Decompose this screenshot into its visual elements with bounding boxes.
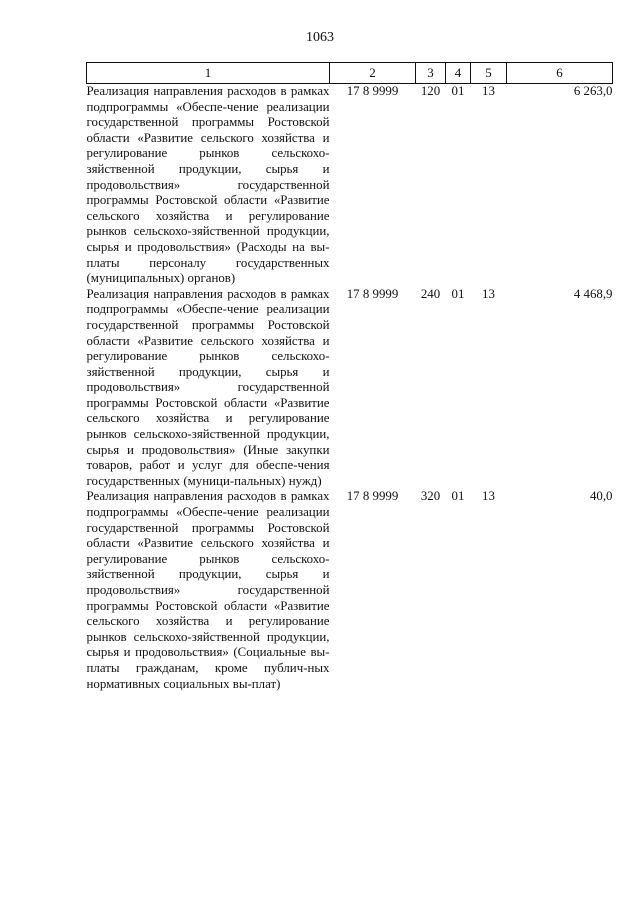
row-description: Реализация направления расходов в рамках подпрограммы «Обеспе-чение реализации государственной программы Ростовской области «Развитие сельского хозяйства и регулирование рынков сельскохо-зяйственной продукции, сырья и продовольствия» государственной программы Ростовской области «Развитие сельского хозяйства и регулирование рынков сельскохо-зяйственной продукции, сырья и продовольствия» (Иные закупки товаров, работ и услуг для обеспе-чения государственных (муници-пальных) нужд)	[86, 286, 330, 488]
header-col-3: 3	[416, 63, 446, 84]
row-section: 01	[451, 84, 465, 98]
table-row	[87, 287, 613, 490]
header-col-5: 5	[471, 63, 507, 84]
row-target-article: 17 8 9999	[346, 286, 399, 301]
row-amount: 40,0	[589, 489, 613, 504]
table-row	[87, 84, 613, 287]
header-col-1: 1	[87, 63, 330, 84]
row-target-article: 17 8 9999	[346, 84, 399, 98]
row-subsection: 13	[482, 84, 495, 98]
row-target-article: 17 8 9999	[346, 489, 399, 504]
row-expense-type: 240	[420, 286, 441, 301]
row-description: Реализация направления расходов в рамках подпрограммы «Обеспе-чение реализации государственной программы Ростовской области «Развитие сельского хозяйства и регулирование рынков сельскохо-зяйственной продукции, сырья и продовольствия» государственной программы Ростовской области «Развитие сельского хозяйства и регулирование рынков сельскохо-зяйственной продукции, сырья и продовольствия» (Расходы на вы-платы персоналу государственных (муниципальных) органов)	[86, 84, 330, 286]
row-amount: 4 468,9	[573, 286, 613, 301]
row-section: 01	[451, 489, 465, 504]
table-header-row	[87, 63, 613, 84]
header-col-6: 6	[507, 63, 613, 84]
table-row	[87, 489, 613, 692]
budget-table	[86, 62, 613, 692]
row-description: Реализация направления расходов в рамках подпрограммы «Обеспе-чение реализации государственной программы Ростовской области «Развитие сельского хозяйства и регулирование рынков сельскохо-зяйственной продукции, сырья и продовольствия» государственной программы Ростовской области «Развитие сельского хозяйства и регулирование рынков сельскохо-зяйственной продукции, сырья и продовольствия» (Социальные вы-платы гражданам, кроме публич-ных нормативных социальных вы-плат)	[86, 489, 330, 691]
row-subsection: 13	[482, 489, 495, 504]
row-section: 01	[451, 286, 465, 301]
header-col-4: 4	[446, 63, 471, 84]
row-subsection: 13	[482, 286, 495, 301]
row-expense-type: 120	[420, 84, 441, 98]
header-col-2: 2	[330, 63, 416, 84]
row-amount: 6 263,0	[573, 84, 613, 98]
row-expense-type: 320	[420, 489, 441, 504]
page-number: 1063	[306, 30, 334, 45]
